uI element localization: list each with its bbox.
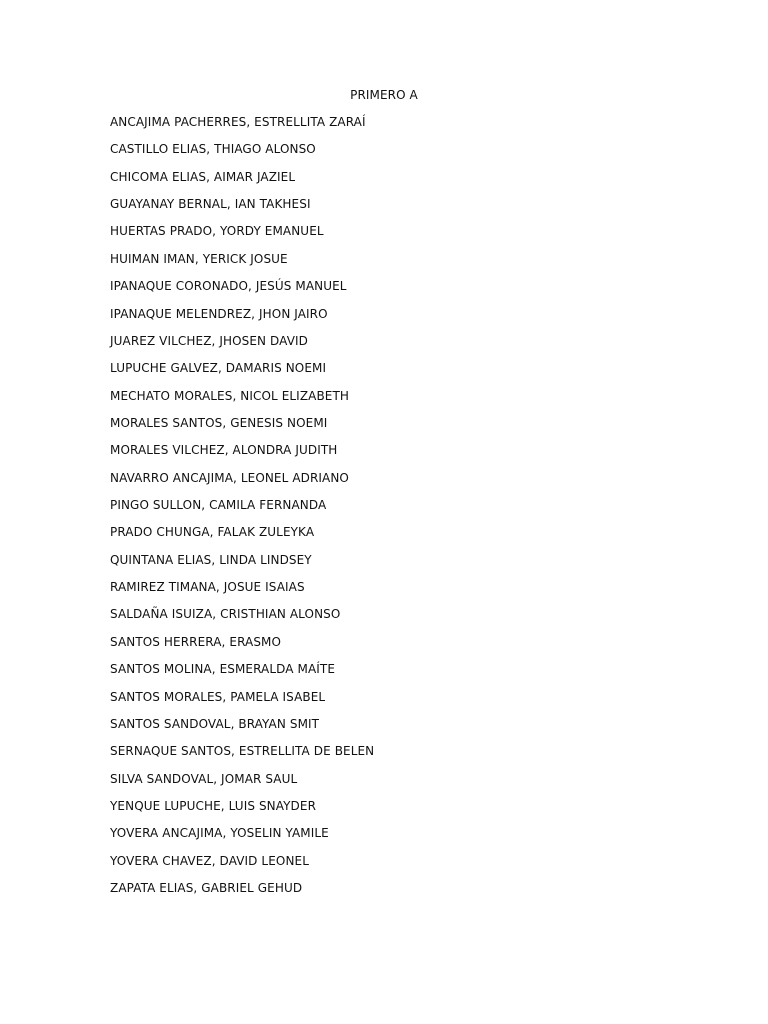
student-name: CASTILLO ELIAS, THIAGO ALONSO — [110, 142, 316, 157]
document-title: PRIMERO A — [350, 88, 418, 102]
student-name: CHICOMA ELIAS, AIMAR JAZIEL — [110, 169, 296, 184]
student-name: MORALES VILCHEZ, ALONDRA JUDITH — [110, 443, 338, 458]
student-name: YOVERA CHAVEZ, DAVID LEONEL — [110, 853, 309, 868]
student-name: SALDAÑA ISUIZA, CRISTHIAN ALONSO — [110, 607, 341, 622]
student-name: GUAYANAY BERNAL, IAN TAKHESI — [110, 197, 311, 212]
student-name: NAVARRO ANCAJIMA, LEONEL ADRIANO — [110, 470, 349, 485]
student-name: IPANAQUE MELENDREZ, JHON JAIRO — [110, 306, 328, 321]
student-name: LUPUCHE GALVEZ, DAMARIS NOEMI — [110, 361, 327, 376]
student-name: ANCAJIMA PACHERRES, ESTRELLITA ZARAÍ — [110, 115, 366, 129]
student-name: RAMIREZ TIMANA, JOSUE ISAIAS — [110, 580, 305, 595]
student-name: SANTOS SANDOVAL, BRAYAN SMIT — [110, 716, 320, 731]
student-name: QUINTANA ELIAS, LINDA LINDSEY — [110, 552, 312, 567]
student-name: JUAREZ VILCHEZ, JHOSEN DAVID — [110, 333, 309, 348]
student-name: ZAPATA ELIAS, GABRIEL GEHUD — [110, 881, 303, 896]
student-name: SERNAQUE SANTOS, ESTRELLITA DE BELEN — [110, 744, 375, 759]
student-name: YOVERA ANCAJIMA, YOSELIN YAMILE — [110, 826, 329, 841]
student-name: IPANAQUE CORONADO, JESÚS MANUEL — [110, 279, 347, 294]
student-name: HUERTAS PRADO, YORDY EMANUEL — [110, 224, 324, 239]
student-name: SANTOS HERRERA, ERASMO — [110, 634, 282, 649]
student-name: PRADO CHUNGA, FALAK ZULEYKA — [110, 525, 315, 540]
student-name: SANTOS MOLINA, ESMERALDA MAÍTE — [110, 662, 336, 677]
student-name: YENQUE LUPUCHE, LUIS SNAYDER — [110, 798, 317, 813]
student-name: MECHATO MORALES, NICOL ELIZABETH — [110, 388, 350, 403]
student-name: HUIMAN IMAN, YERICK JOSUE — [110, 251, 288, 266]
student-name: SANTOS MORALES, PAMELA ISABEL — [110, 689, 326, 704]
student-list — [110, 114, 374, 907]
student-name: PINGO SULLON, CAMILA FERNANDA — [110, 498, 327, 513]
student-name: SILVA SANDOVAL, JOMAR SAUL — [110, 771, 298, 786]
student-name: MORALES SANTOS, GENESIS NOEMI — [110, 415, 328, 430]
